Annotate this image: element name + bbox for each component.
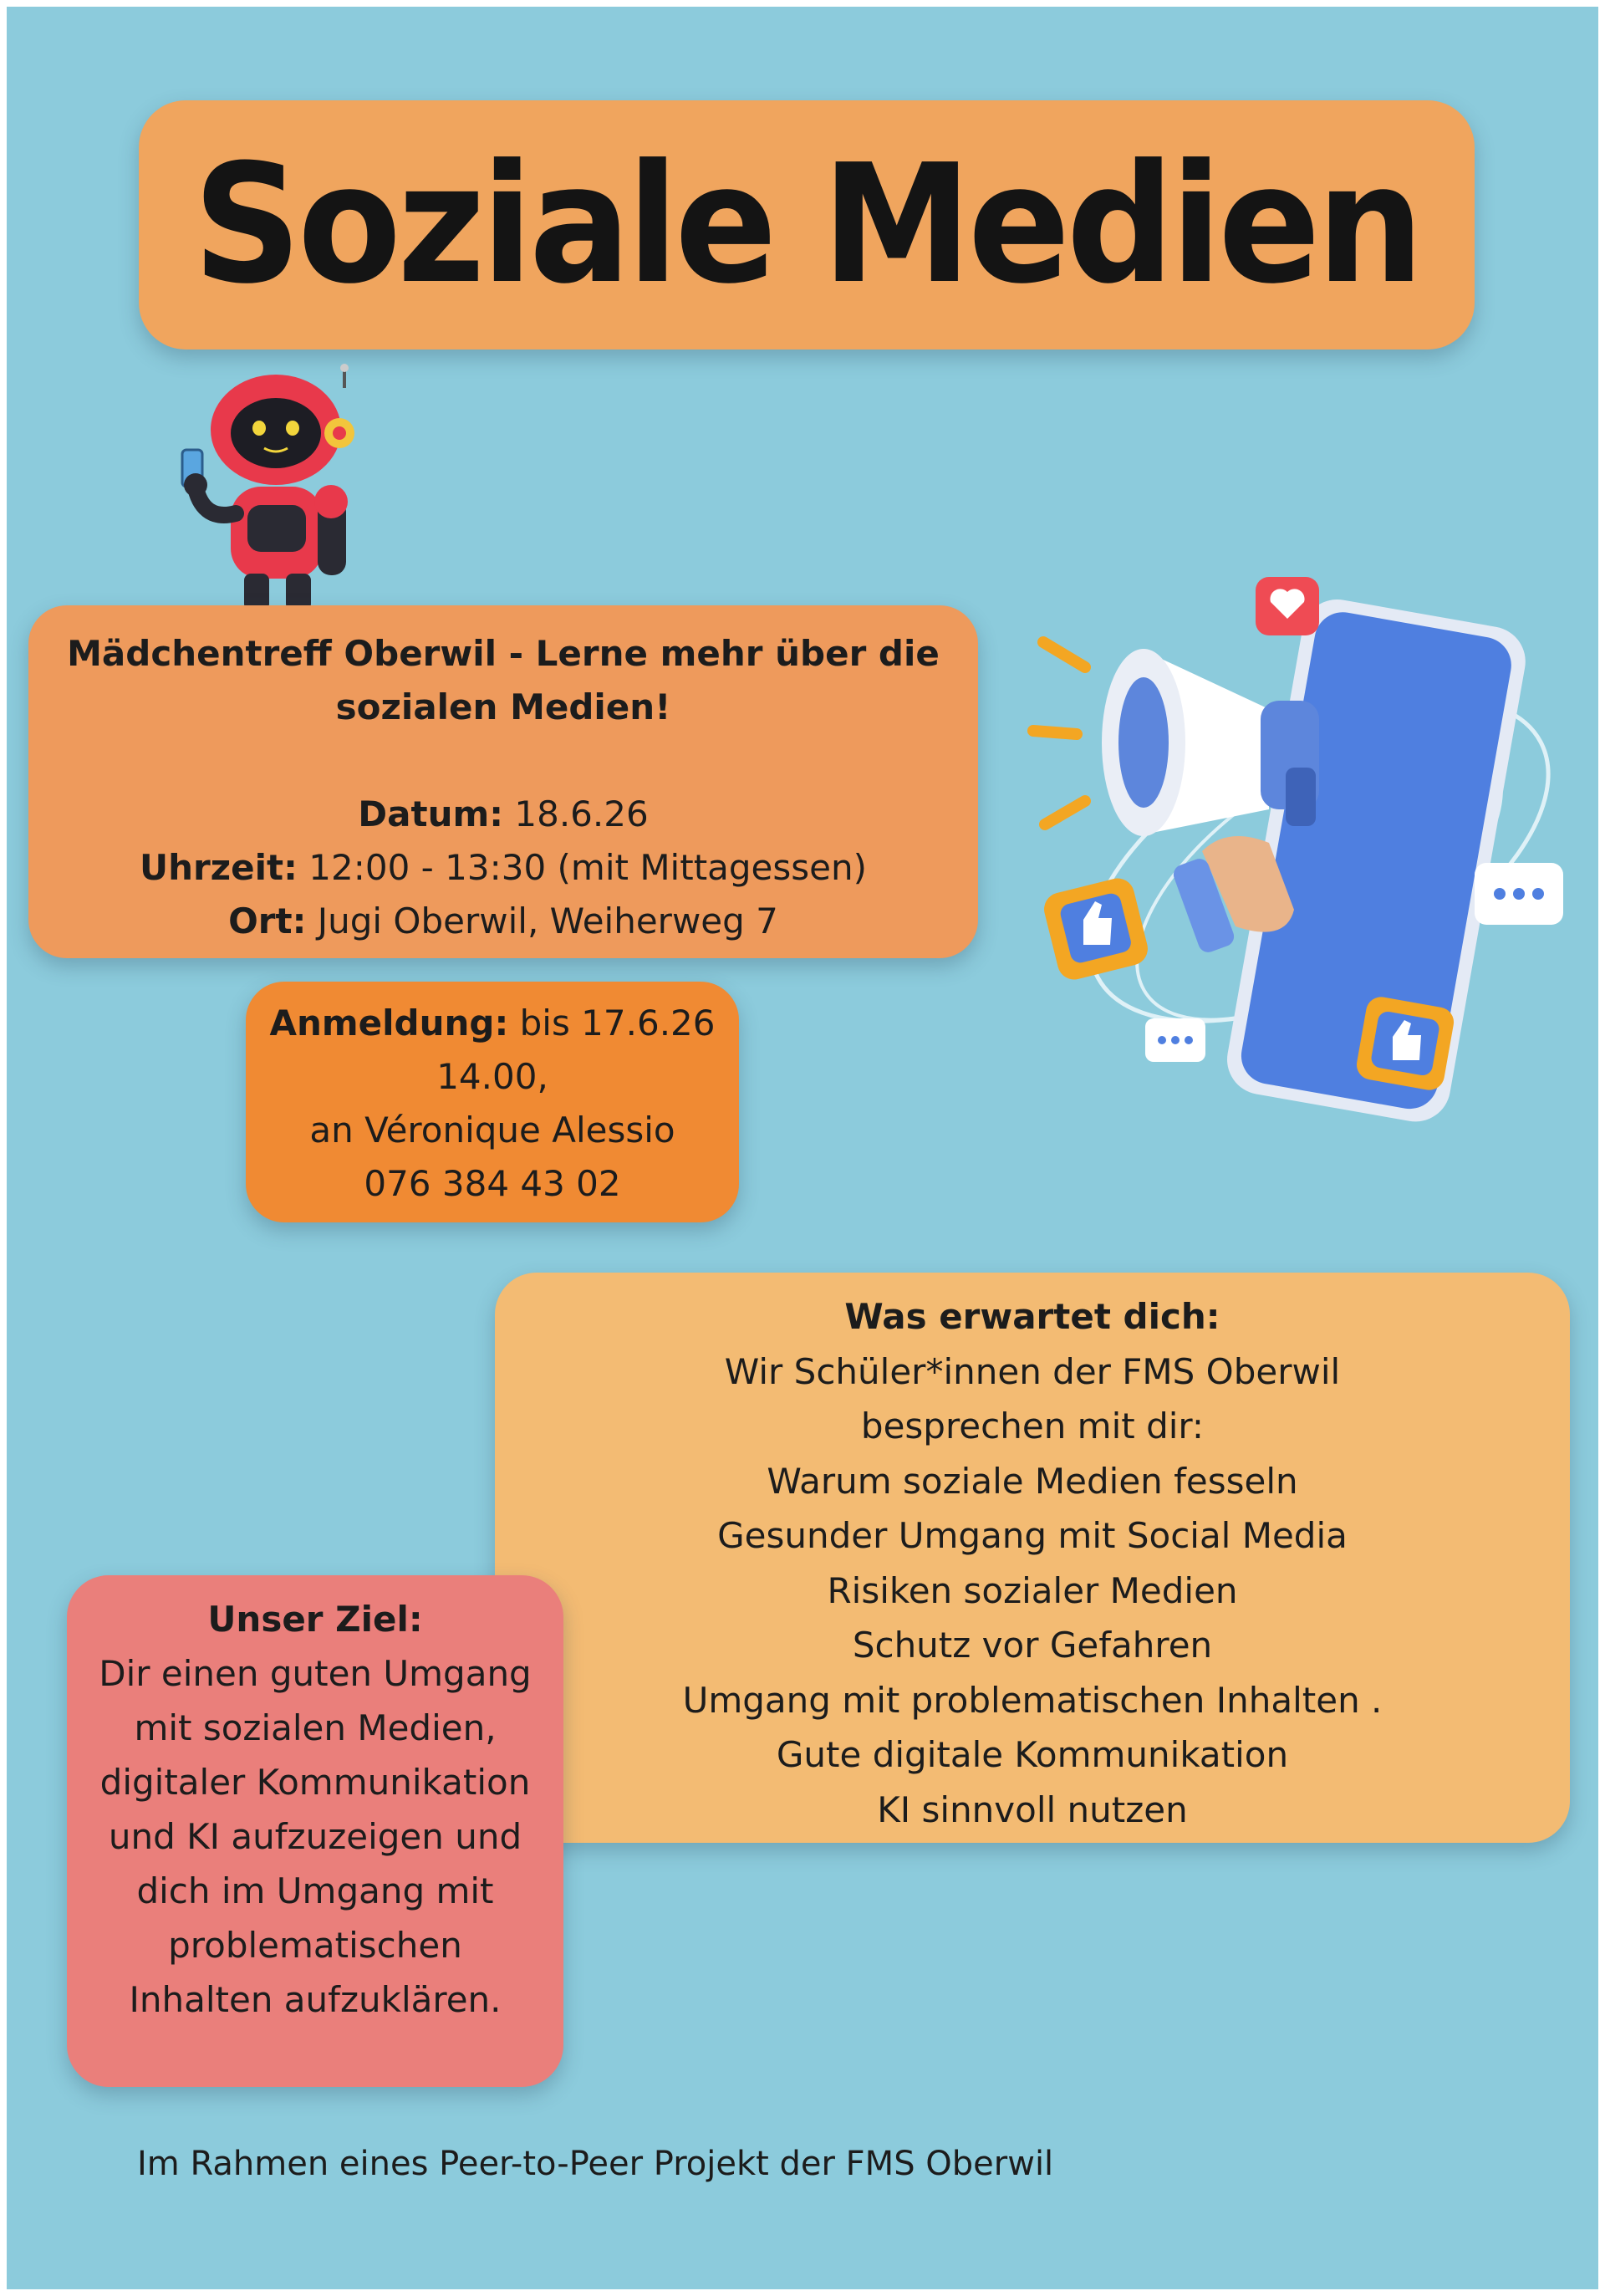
registration-deadline: bis 17.6.26 <box>519 1003 716 1043</box>
expectations-line: Warum soziale Medien fesseln <box>767 1460 1298 1502</box>
goal-line: problematischen <box>168 1925 462 1966</box>
event-date-row <box>45 788 961 841</box>
event-info-box <box>28 605 978 958</box>
poster <box>7 7 1598 2289</box>
place-label: Ort: <box>228 901 307 941</box>
event-heading-line1: Mädchentreff Oberwil - Lerne mehr über die <box>67 633 940 674</box>
goal-line: mit sozialen Medien, <box>134 1707 497 1748</box>
goal-line: und KI aufzuzeigen und <box>108 1816 522 1857</box>
goal-line: dich im Umgang mit <box>136 1870 494 1911</box>
registration-box <box>246 982 739 1222</box>
date-value: 18.6.26 <box>514 793 649 834</box>
time-label: Uhrzeit: <box>139 847 298 888</box>
goal-heading: Unser Ziel: <box>207 1599 423 1640</box>
goal-line: Dir einen guten Umgang <box>99 1653 532 1694</box>
robot-icon <box>171 363 380 610</box>
registration-line2: 14.00, <box>436 1056 548 1097</box>
expectations-line: Schutz vor Gefahren <box>852 1625 1213 1666</box>
expectations-heading: Was erwartet dich: <box>844 1296 1220 1337</box>
registration-contact: an Véronique Alessio <box>309 1110 675 1151</box>
expectations-line: Wir Schüler*innen der FMS Oberwil <box>724 1350 1341 1392</box>
thumbs-up-icon <box>1354 995 1456 1093</box>
expectations-line: Umgang mit problematischen Inhalten . <box>682 1679 1383 1721</box>
registration-phone: 076 384 43 02 <box>364 1163 621 1204</box>
heart-notification-icon <box>1256 577 1319 635</box>
time-value: 12:00 - 13:30 (mit Mittagessen) <box>308 847 868 888</box>
event-heading-line2: sozialen Medien! <box>335 686 671 727</box>
chat-bubble-icon <box>1145 1018 1205 1062</box>
event-place-row <box>45 895 961 948</box>
megaphone-phone-icon <box>1018 559 1578 1161</box>
goal-box <box>67 1575 563 2087</box>
registration-line1 <box>254 997 731 1050</box>
registration-label: Anmeldung: <box>269 1003 509 1043</box>
expectations-line: Risiken sozialer Medien <box>827 1569 1238 1611</box>
expectations-box <box>495 1273 1570 1843</box>
expectations-line: besprechen mit dir: <box>860 1406 1205 1446</box>
expectations-line: Gute digitale Kommunikation <box>776 1734 1289 1775</box>
place-value: Jugi Oberwil, Weiherweg 7 <box>317 901 778 941</box>
chat-bubble-icon <box>1475 863 1563 925</box>
goal-line: digitaler Kommunikation <box>99 1762 531 1803</box>
expectations-line: Gesunder Umgang mit Social Media <box>717 1515 1348 1556</box>
footer-text: Im Rahmen eines Peer-to-Peer Projekt der FMS Oberwil <box>137 2145 1054 2183</box>
page-title: Soziale Medien <box>193 130 1420 320</box>
expectations-line: KI sinnvoll nutzen <box>877 1788 1188 1830</box>
thumbs-up-icon <box>1041 875 1151 982</box>
title-banner <box>139 100 1475 350</box>
event-time-row <box>45 841 961 895</box>
goal-line: Inhalten aufzuklären. <box>129 1979 502 2020</box>
date-label: Datum: <box>358 793 504 834</box>
